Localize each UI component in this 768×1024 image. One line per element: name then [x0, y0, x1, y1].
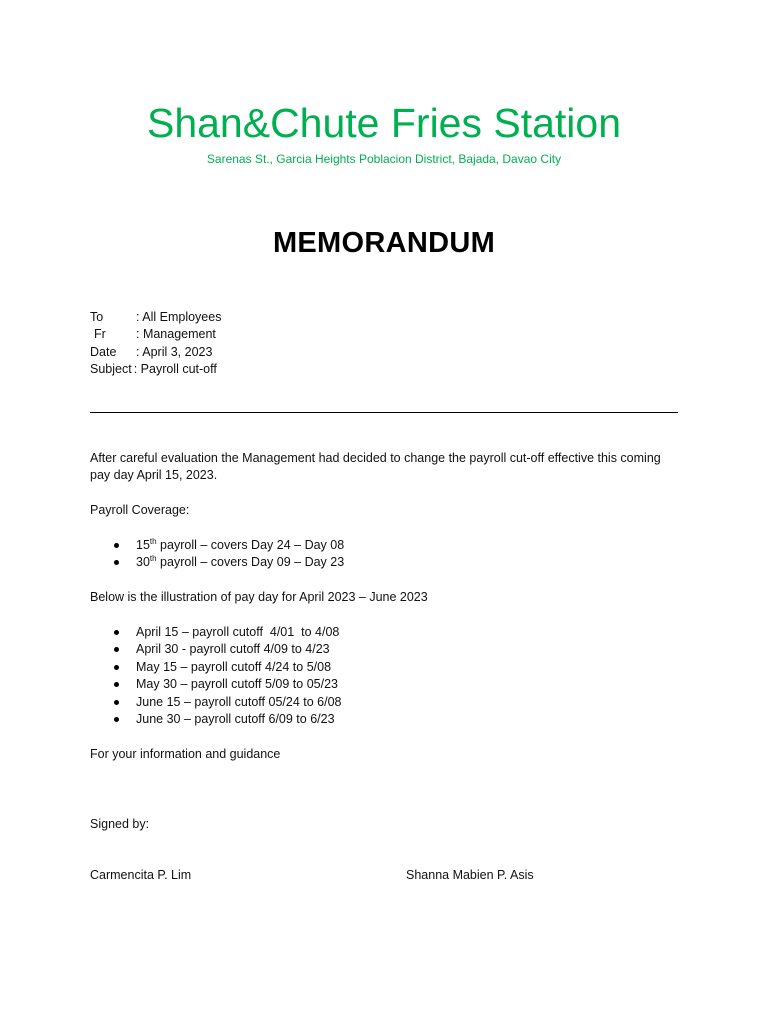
from-row	[90, 326, 390, 343]
list-item: May 15 – payroll cutoff 4/24 to 5/08	[90, 659, 590, 676]
from-value: : Management	[136, 327, 216, 342]
date-label: Date	[90, 344, 117, 359]
divider-line	[90, 412, 678, 413]
signer-name-2: Shanna Mabien P. Asis	[406, 868, 534, 882]
coverage-text: payroll – covers Day 09 – Day 23	[156, 555, 345, 570]
from-label: Fr	[94, 327, 106, 342]
intro-paragraph: After careful evaluation the Management had decided to change the payroll cut-off effective this coming pay day April 15, 2023.	[90, 451, 661, 483]
memo-title: MEMORANDUM	[272, 227, 496, 259]
list-item	[90, 537, 590, 554]
signer-name-1: Carmencita P. Lim	[90, 868, 192, 882]
ordinal-suffix: th	[149, 554, 157, 564]
list-item: April 15 – payroll cutoff 4/01 to 4/08	[90, 624, 590, 641]
company-name: Shan&Chute Fries Station	[146, 100, 622, 146]
ordinal: 15	[136, 538, 150, 552]
closing-line: For your information and guidance	[90, 747, 281, 761]
subject-value: : Payroll cut-off	[133, 362, 217, 377]
to-row	[90, 309, 390, 326]
coverage-heading: Payroll Coverage:	[90, 503, 190, 517]
subject-label: Subject	[90, 362, 132, 377]
coverage-text: payroll – covers Day 24 – Day 08	[156, 538, 345, 552]
date-value: : April 3, 2023	[136, 344, 213, 359]
list-item	[90, 554, 590, 571]
company-address: Sarenas St., Garcia Heights Poblacion District, Bajada, Davao City	[206, 152, 562, 166]
memo-header-fields	[90, 309, 390, 379]
list-item: June 30 – payroll cutoff 6/09 to 6/23	[90, 711, 590, 728]
coverage-list	[90, 537, 590, 572]
signed-by-label: Signed by:	[90, 817, 150, 831]
subject-row	[90, 361, 390, 378]
payday-list	[90, 624, 590, 728]
ordinal-suffix: th	[149, 537, 157, 546]
to-label: To	[90, 310, 104, 324]
illustration-heading: Below is the illustration of pay day for April 2023 – June 2023	[90, 590, 428, 604]
to-value: : All Employees	[136, 310, 222, 324]
list-item: April 30 - payroll cutoff 4/09 to 4/23	[90, 641, 590, 658]
list-item: June 15 – payroll cutoff 05/24 to 6/08	[90, 694, 590, 711]
ordinal: 30	[136, 555, 150, 570]
date-row	[90, 344, 390, 361]
list-item: May 30 – payroll cutoff 5/09 to 05/23	[90, 676, 590, 693]
